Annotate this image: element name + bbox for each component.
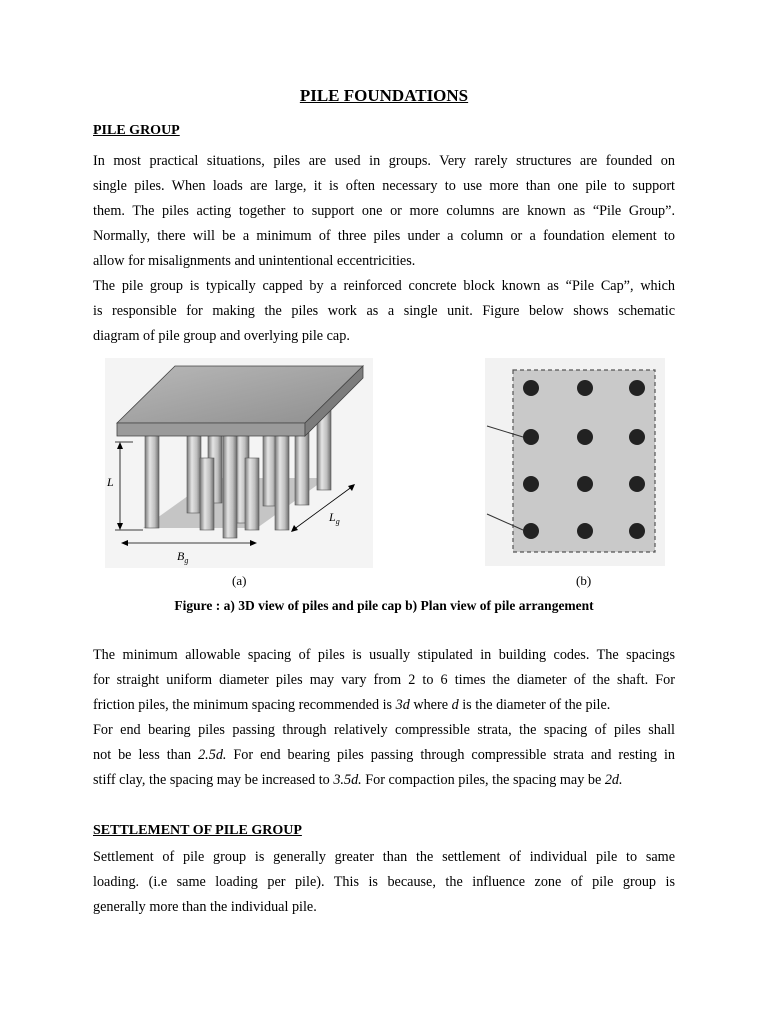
figure-label-b: (b) (576, 573, 592, 588)
text-line: The minimum allowable spacing of piles is usually stipulated in building codes. The spacings (93, 647, 675, 663)
pile-plan (577, 476, 593, 492)
pile (245, 458, 259, 530)
text-line: is responsible for making the piles work as a single unit. Figure below shows schematic (93, 303, 675, 319)
text-line: diagram of pile group and overlying pile cap. (93, 328, 350, 344)
pile-plan (577, 429, 593, 445)
text-line: Normally, there will be a minimum of three piles under a column or a foundation element to (93, 228, 675, 244)
pile-plan (523, 523, 539, 539)
pile-plan (523, 429, 539, 445)
text-run: not be less than (93, 747, 199, 763)
text-line: The pile group is typically capped by a reinforced concrete block known as “Pile Cap”, which (93, 278, 675, 294)
text-run: stiff clay, the spacing may be increased to (93, 772, 334, 788)
pile (145, 433, 159, 528)
pile-plan (629, 380, 645, 396)
text-line (93, 743, 675, 768)
text-run: For compaction piles, the spacing may be (361, 772, 605, 788)
pile (200, 458, 214, 530)
text-run: For end bearing piles passing through compressible strata and resting in (226, 747, 675, 763)
pile (223, 420, 237, 538)
paragraph-pile-spacing (93, 643, 675, 793)
text-run-italic: d (451, 697, 459, 713)
pile-plan (523, 380, 539, 396)
section-heading-settlement: SETTLEMENT OF PILE GROUP (93, 823, 302, 838)
text-line (93, 693, 675, 718)
pile-plan (577, 380, 593, 396)
figure-3d-pile-group (105, 358, 373, 568)
text-line: In most practical situations, piles are used in groups. Very rarely structures are founded on (93, 153, 675, 169)
text-run-italic: 3d (395, 697, 410, 713)
text-run-italic: 3.5d. (333, 772, 362, 788)
text-line: allow for misalignments and unintentional eccentricities. (93, 253, 416, 269)
text-line: For end bearing piles passing through relatively compressible strata, the spacing of piles shall (93, 722, 675, 738)
paragraph-settlement (93, 845, 675, 920)
pile-plan (629, 523, 645, 539)
dimension-label-Bg-sub: g (184, 556, 189, 565)
text-line: single piles. When loads are large, it is often necessary to use more than one pile to support (93, 178, 675, 194)
text-line (93, 768, 675, 793)
page-title: PILE FOUNDATIONS (299, 86, 469, 105)
figure-label-a: (a) (232, 573, 247, 588)
pile-cap-front (117, 423, 305, 436)
dimension-label-Bg-main: B (177, 549, 185, 563)
dimension-label-Lg-sub: g (335, 517, 340, 526)
text-run: is the diameter of the pile. (458, 697, 611, 713)
text-run-italic: 2d. (604, 772, 623, 788)
pile-plan (577, 523, 593, 539)
text-line: Settlement of pile group is generally greater than the settlement of individual pile to same (93, 849, 675, 865)
pile-plan (629, 476, 645, 492)
text-line: for straight uniform diameter piles may vary from 2 to 6 times the diameter of the shaft. For (93, 672, 675, 688)
text-run-italic: 2.5d. (198, 747, 227, 763)
paragraph-pile-group-intro (93, 149, 675, 349)
text-line: loading. (i.e same loading per pile). This is because, the influence zone of pile group is (93, 874, 675, 890)
section-heading-pile-group: PILE GROUP (93, 123, 180, 138)
pile (275, 420, 289, 530)
text-run: where (409, 697, 452, 713)
text-line: generally more than the individual pile. (93, 899, 317, 915)
dimension-label-Lg-main: L (329, 510, 336, 524)
pile-plan (523, 476, 539, 492)
pile-plan (629, 429, 645, 445)
dimension-label-L: L (107, 475, 114, 489)
figure-plan-view (485, 358, 665, 566)
text-line: them. The piles acting together to support one or more columns are known as “Pile Group”. (93, 203, 675, 219)
text-run: friction piles, the minimum spacing recommended is (93, 697, 396, 713)
figure-caption: Figure : a) 3D view of piles and pile cap b) Plan view of pile arrangement (174, 598, 594, 613)
